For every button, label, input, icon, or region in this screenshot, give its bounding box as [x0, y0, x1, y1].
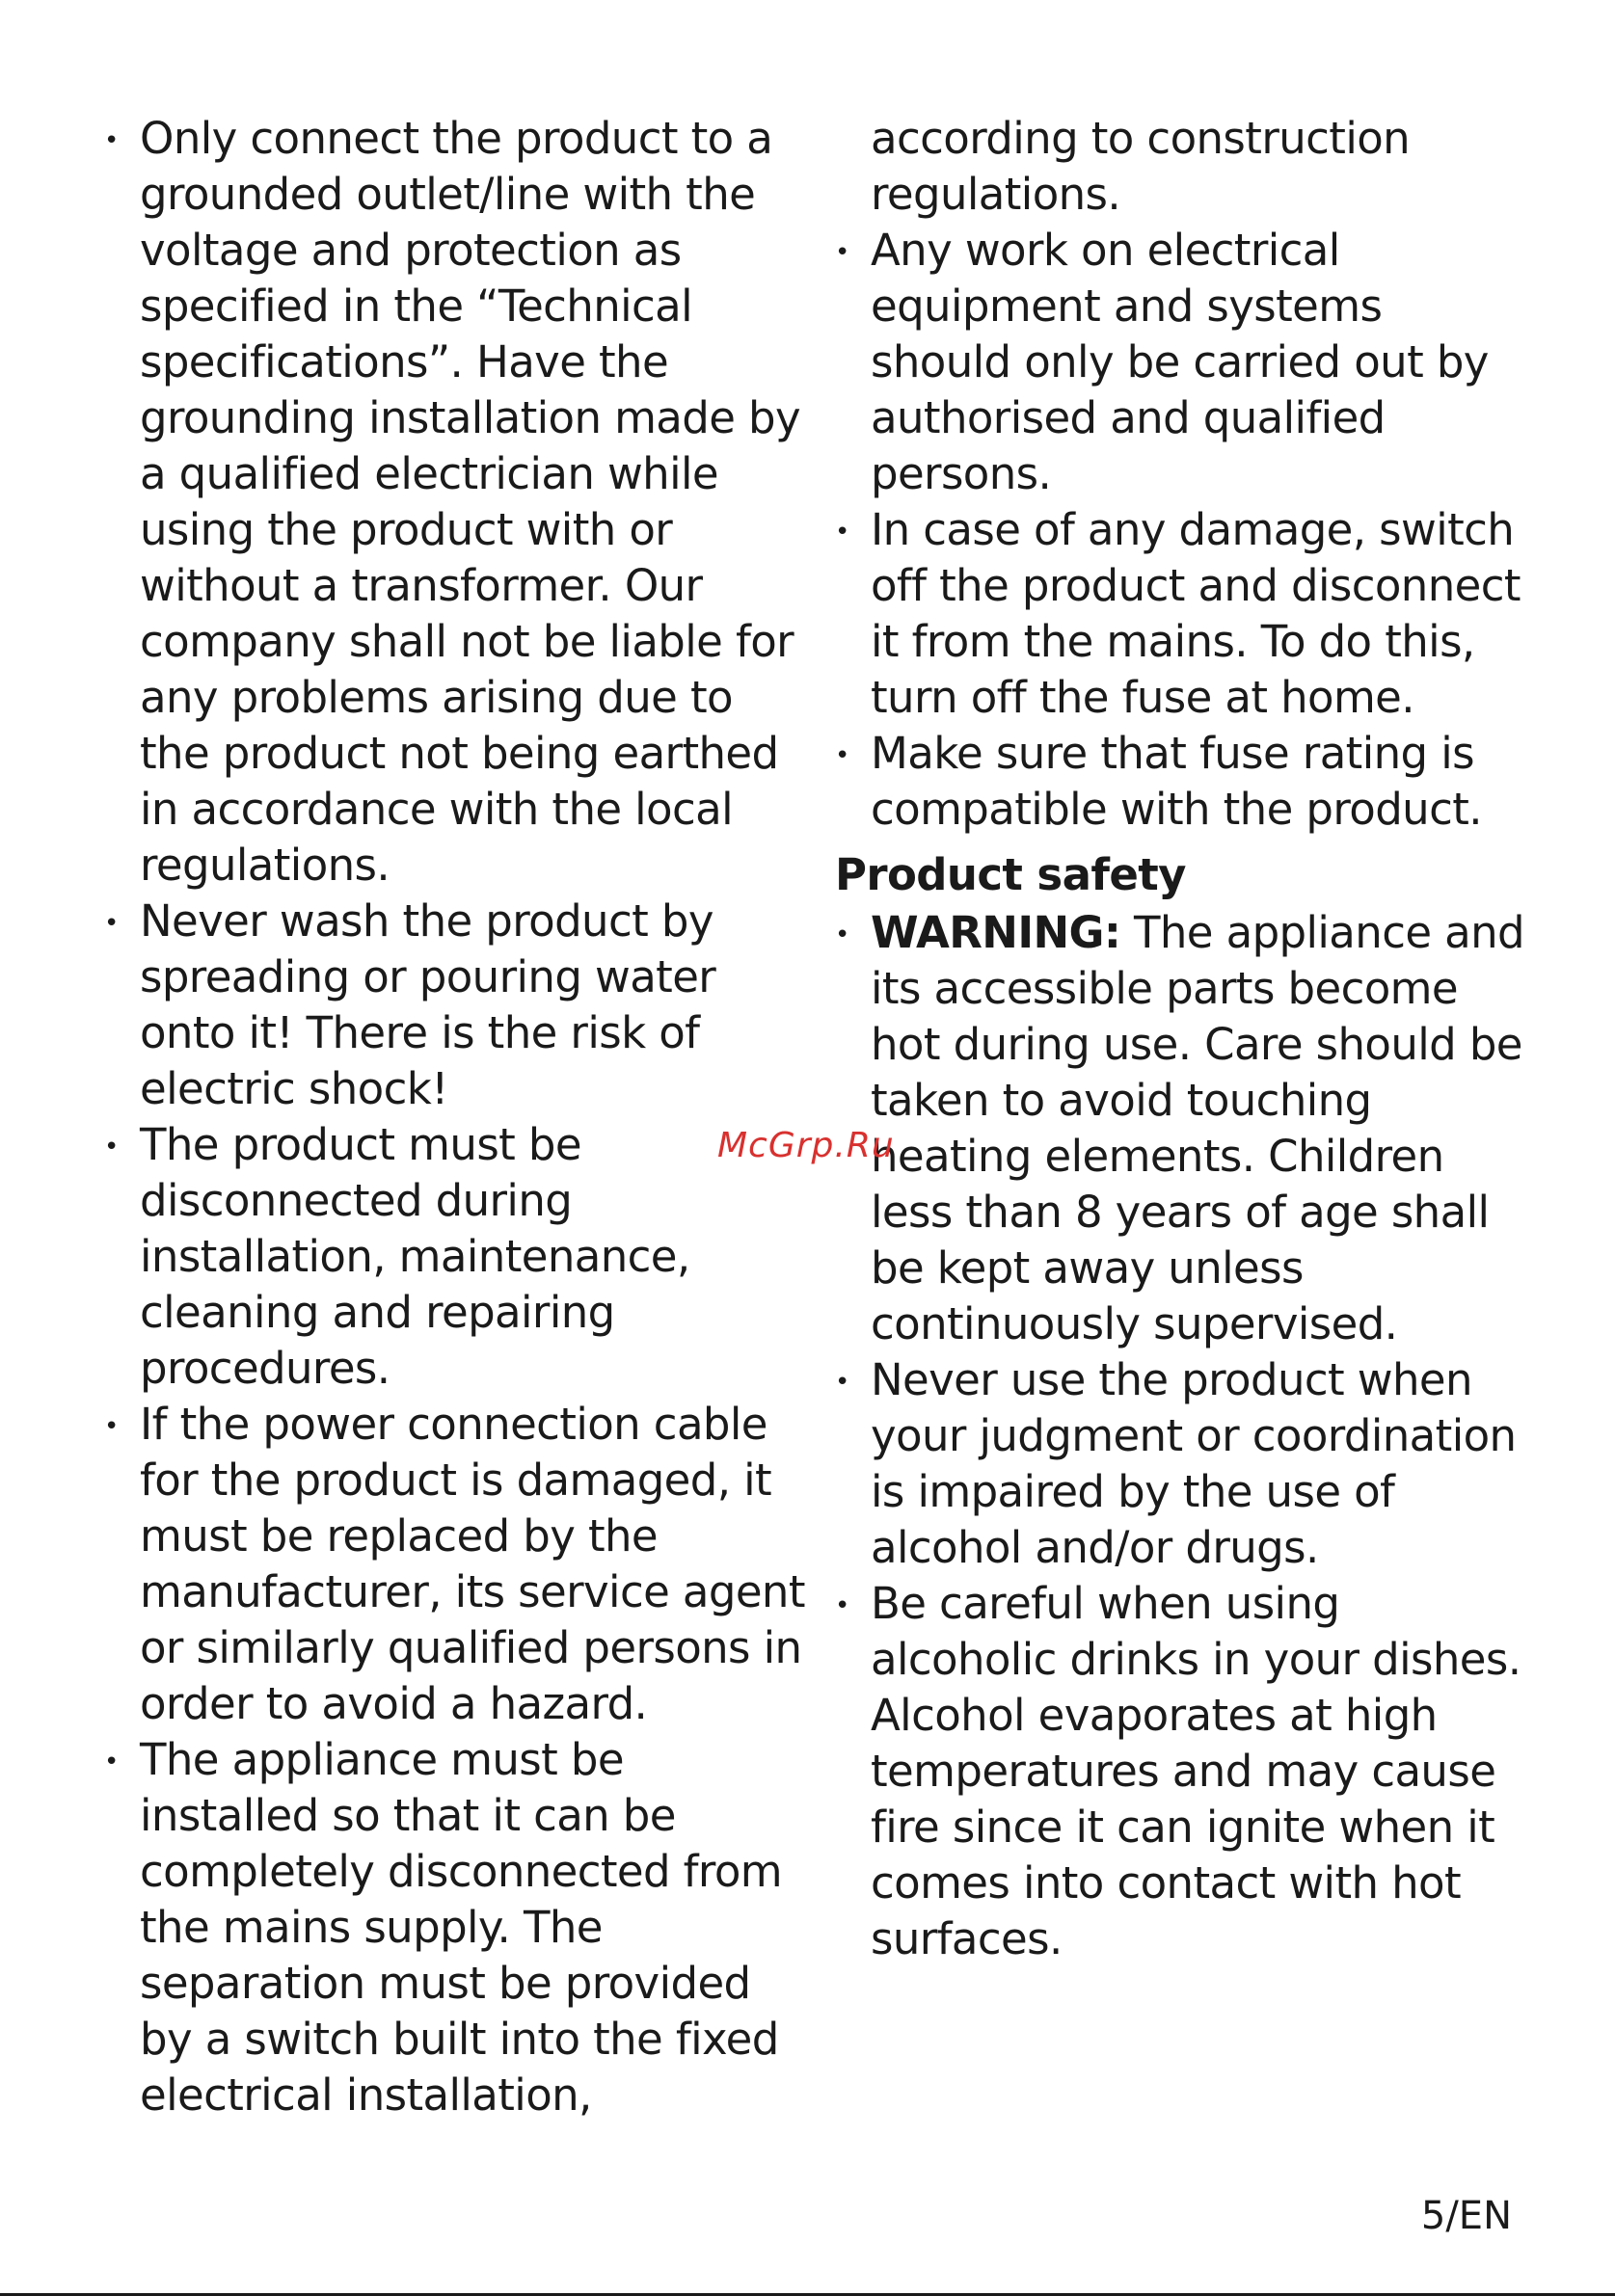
product-safety-list: [835, 905, 1529, 1967]
list-item: • Be careful when using alcoholic drinks in your dishes. Alcohol evaporates at high temperatures and may cause fire since it can ignite when it comes into contact with hot surfaces.: [835, 1576, 1529, 1967]
continued-text: according to construction regulations.: [871, 113, 1411, 220]
warning-text: The appliance and its accessible parts become hot during use. Care should be taken to avoid touching heating elements. Children less than 8 years of age shall be kept away unless continuously supervised.: [871, 907, 1524, 1349]
warning-item: [835, 905, 1529, 1352]
list-item: • If the power connection cable for the product is damaged, it must be replaced by the manufacturer, its service agent or similarly qualified persons in order to avoid a hazard.: [104, 1397, 808, 1732]
left-column: [104, 111, 808, 2123]
list-item: • The appliance must be installed so that it can be completely disconnected from the mains supply. The separation must be provided by a switch built into the fixed electrical installation,: [104, 1732, 808, 2123]
section-heading-product-safety: Product safety: [835, 849, 1186, 900]
list-item: • The product must be disconnected during installation, maintenance, cleaning and repairing procedures.: [104, 1117, 808, 1397]
page-number: 5/EN: [1420, 2194, 1512, 2238]
list-item: • In case of any damage, switch off the product and disconnect it from the mains. To do this, turn off the fuse at home.: [835, 502, 1529, 726]
list-item: • Never wash the product by spreading or pouring water onto it! There is the risk of electric shock!: [104, 894, 808, 1117]
right-column: [835, 111, 1529, 1967]
list-item: • Any work on electrical equipment and systems should only be carried out by authorised and qualified persons.: [835, 223, 1529, 502]
warning-label: WARNING:: [871, 907, 1121, 958]
list-item: • Make sure that fuse rating is compatible with the product.: [835, 726, 1529, 838]
list-item: • Only connect the product to a grounded outlet/line with the voltage and protection as specified in the “Technical specifications”. Have the grounding installation made by a qualified electrician while using the product with or without a transformer. Our company shall not be liable for any problems arising due to the product not being earthed in accordance with the local regulations.: [104, 111, 808, 894]
right-bullet-list: [835, 223, 1529, 838]
left-bullet-list: [104, 111, 808, 2123]
list-item: • Never use the product when your judgment or coordination is impaired by the use of alcohol and/or drugs.: [835, 1352, 1529, 1576]
watermark: McGrp.Ru: [717, 1126, 895, 1165]
